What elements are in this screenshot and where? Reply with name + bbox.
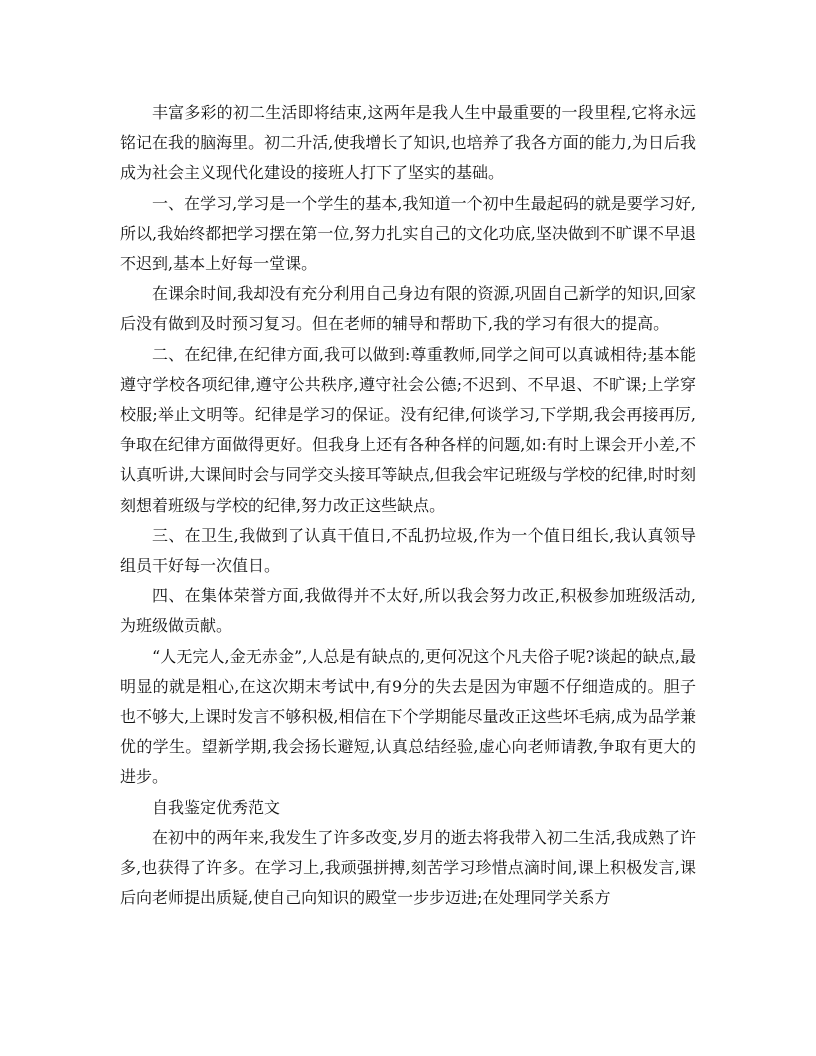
paragraph-study: 一、在学习,学习是一个学生的基本,我知道一个初中生最起码的就是要学习好,所以,我始终都把学习摆在第一位,努力扎实自己的文化功底,坚决做到不旷课不早退不迟到,基本上好每一堂课。 — [120, 193, 696, 274]
paragraph-hygiene: 三、在卫生,我做到了认真干值日,不乱扔垃圾,作为一个值日组长,我认真领导组员干好每一次值日。 — [120, 525, 696, 576]
paragraph-intro: 丰富多彩的初二生活即将结束,这两年是我人生中最重要的一段里程,它将永远铭记在我的脑海里。初二升活,使我增长了知识,也培养了我各方面的能力,为日后我成为社会主义现代化建设的接班人打下了坚实的基础。 — [120, 103, 696, 183]
paragraph-spare-time: 在课余时间,我却没有充分利用自己身边有限的资源,巩固自己新学的知识,回家后没有做到及时预习复习。但在老师的辅导和帮助下,我的学习有很大的提高。 — [120, 284, 696, 334]
paragraph-shortcomings: “人无完人,金无赤金”,人总是有缺点的,更何况这个凡夫俗子呢?谈起的缺点,最明显的就是粗心,在这次期末考试中,有9分的失去是因为审题不仔细造成的。胆子也不够大,上课时发言不够积极,相信在下个学期能尽量改正这些坏毛病,成为品学兼优的学生。望新学期,我会扬长避短,认真总结经验,虚心向老师请教,争取有更大的进步。 — [120, 646, 696, 787]
document-page — [120, 98, 696, 913]
section-title: 自我鉴定优秀范文 — [152, 797, 281, 817]
paragraph-final: 在初中的两年来,我发生了许多改变,岁月的逝去将我带入初二生活,我成熟了许多,也获得了许多。在学习上,我顽强拼搏,刻苦学习珍惜点滴时间,课上积极发言,课后向老师提出质疑,使自己向知识的殿堂一步步迈进;在处理同学关系方 — [120, 827, 696, 908]
paragraph-discipline: 二、在纪律,在纪律方面,我可以做到:尊重教师,同学之间可以真诚相待;基本能遵守学校各项纪律,遵守公共秩序,遵守社会公德;不迟到、不早退、不旷课;上学穿校服;举止文明等。纪律是学习的保证。没有纪律,何谈学习,下学期,我会再接再厉,争取在纪律方面做得更好。但我身上还有各种各样的问题,如:有时上课会开小差,不认真听讲,大课间时会与同学交头接耳等缺点,但我会牢记班级与学校的纪律,时时刻刻想着班级与学校的纪律,努力改正这些缺点。 — [120, 344, 696, 515]
paragraph-collective-honor: 四、在集体荣誉方面,我做得并不太好,所以我会努力改正,积极参加班级活动,为班级做贡献。 — [120, 586, 696, 636]
